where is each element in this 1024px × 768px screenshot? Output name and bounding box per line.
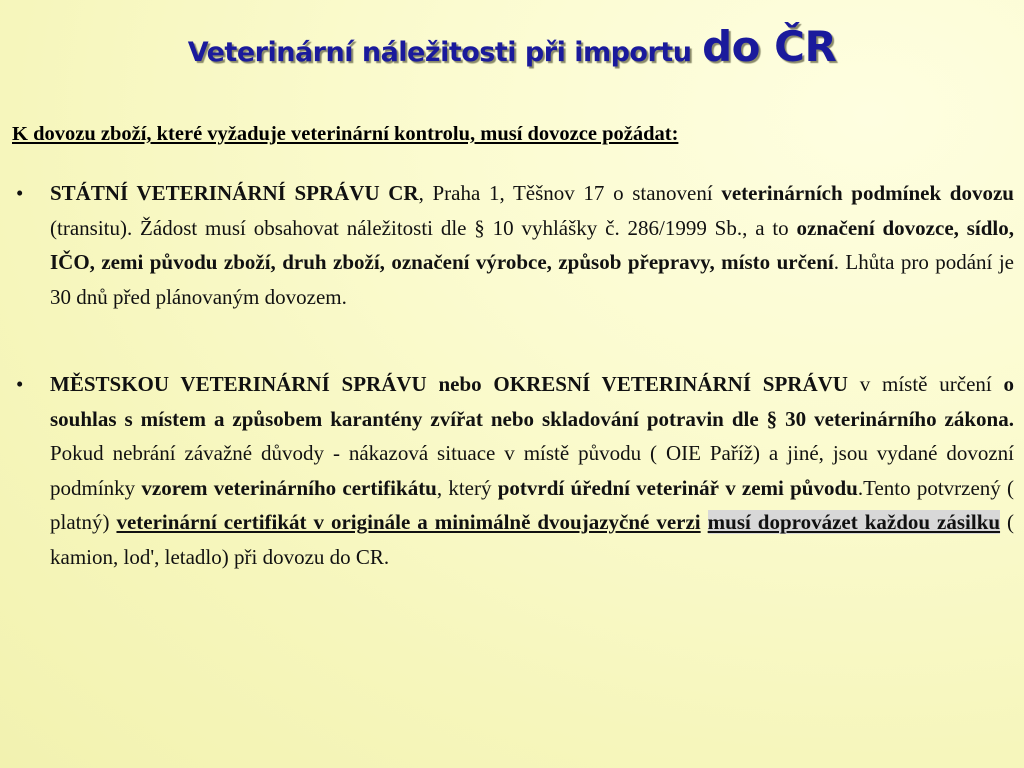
subheading: K dovozu zboží, které vyžaduje veterinární kontrolu, musí dovozce požádat: [12, 123, 679, 145]
bullet-item-state-vet [12, 176, 1014, 314]
bullet-icon: • [16, 181, 24, 205]
text-run: .Tento potvrzený ( platný) [50, 475, 1014, 534]
title-part-2: do ČR [702, 22, 837, 71]
bullet-item-city-vet [12, 367, 1014, 574]
title-part-1: Veterinární náležitosti při importu [187, 37, 692, 68]
text-run: veterinárních podmínek dovozu [721, 181, 1014, 205]
text-run: , Praha 1, Těšnov 17 o stanovení [418, 181, 722, 205]
text-run: (transitu). Žádost musí obsahovat náležitosti dle § 10 vyhlášky č. 286/1999 Sb., a to [50, 215, 797, 240]
text-run: ( kamion, lod', letadlo) při dovozu do CR. [50, 510, 1015, 569]
text-run: veterinární certifikát v originále a minimálně dvoujazyčné verzi [116, 510, 701, 534]
text-run: musí doprovázet každou zásilku [707, 510, 1001, 534]
text-run: , který [436, 475, 498, 500]
text-run [701, 510, 708, 534]
text-run: označení dovozce, sídlo, IČO, zemi původu zboží, druh zboží, označení výrobce, způsob přepravy, místo určení [50, 215, 1014, 274]
text-run: STÁTNÍ VETERINÁRNÍ SPRÁVU CR [50, 181, 419, 205]
bullet-list [12, 176, 1014, 574]
bullet-icon: • [16, 372, 24, 396]
text-run: v místě určení [847, 372, 1004, 396]
text-run: o souhlas s místem a způsobem karantény zvířat nebo skladování potravin dle § 30 veterinárního zákona. [50, 372, 1014, 431]
text-run: . Lhůta pro podání je 30 dnů před plánovaným dovozem. [50, 250, 1014, 309]
page-title [0, 22, 1024, 71]
text-run: vzorem veterinárního certifikátu [141, 475, 437, 500]
text-run: MĚSTSKOU VETERINÁRNÍ SPRÁVU nebo OKRESNÍ VETERINÁRNÍ SPRÁVU [50, 372, 848, 396]
text-run: Pokud nebrání závažné důvody - nákazová situace v místě původu ( OIE Paříž) a jiné, jsou vydané dovozní podmínky [50, 441, 1014, 500]
text-run: potvrdí úřední veterinář v zemi původu [497, 475, 858, 500]
